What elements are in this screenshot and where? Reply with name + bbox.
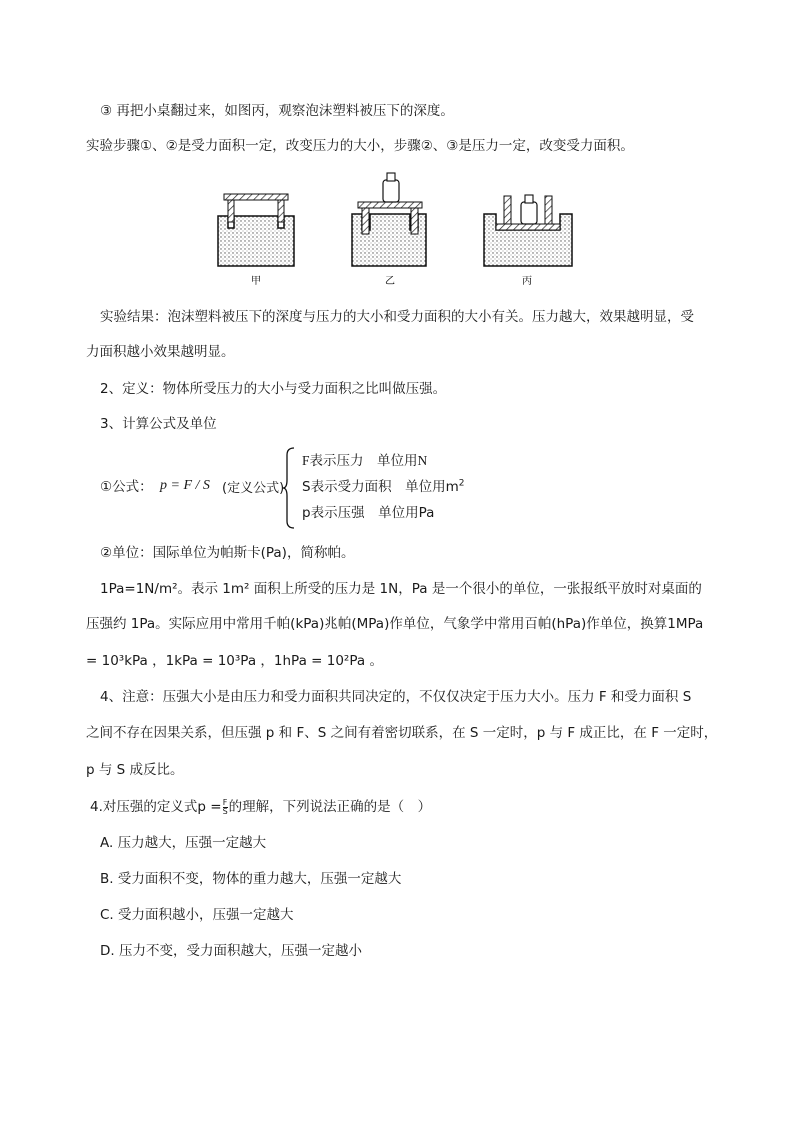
line-note-3: p 与 S 成反比。 bbox=[86, 762, 184, 778]
line-unit: ②单位：国际单位为帕斯卡(Pa)，简称帕。 bbox=[100, 545, 355, 561]
formula-prefix: ①公式： bbox=[100, 479, 153, 495]
question-fraction bbox=[223, 799, 228, 816]
line-steps-summary: 实验步骤①、②是受力面积一定，改变压力的大小，步骤②、③是压力一定，改变受力面积。 bbox=[86, 138, 634, 154]
definition-s: S表示受力面积 单位用m bbox=[302, 479, 459, 495]
option-d: D. 压力不变，受力面积越大，压强一定越小 bbox=[100, 943, 362, 959]
option-b: B. 受力面积不变，物体的重力越大，压强一定越大 bbox=[100, 871, 402, 887]
figure-bing bbox=[484, 195, 572, 266]
fraction-denominator: S bbox=[222, 806, 228, 816]
formula-definitions bbox=[292, 449, 522, 527]
line-pa-2: 压强约 1Pa。实际应用中常用千帕(kPa)兆帕(MPa)作单位，气象学中常用百帕(hPa)作单位，换算1MPa bbox=[86, 616, 704, 632]
line-result-2: 力面积越小效果越明显。 bbox=[86, 344, 235, 360]
option-a: A. 压力越大，压强一定越大 bbox=[100, 835, 267, 851]
definition-f: F表示压力 单位用N bbox=[302, 453, 428, 468]
question-text-a: 4.对压强的定义式p = bbox=[90, 799, 222, 815]
option-c: C. 受力面积越小，压强一定越大 bbox=[100, 907, 294, 923]
line-note-2: 之间不存在因果关系，但压强 p 和 F、S 之间有着密切联系，在 S 一定时，p 与 F 成正比，在 F 一定时， bbox=[86, 725, 718, 741]
line-formula-heading: 3、计算公式及单位 bbox=[100, 416, 217, 432]
figure-jia bbox=[218, 194, 294, 266]
fraction-numerator: F bbox=[222, 797, 228, 807]
experiment-figure bbox=[200, 168, 580, 296]
line-definition: 2、定义：物体所受压力的大小与受力面积之比叫做压强。 bbox=[100, 381, 447, 397]
formula-note: (定义公式) bbox=[222, 481, 285, 496]
line-step3: ③ 再把小桌翻过来，如图丙，观察泡沫塑料被压下的深度。 bbox=[100, 103, 454, 119]
figure-label-bing: 丙 bbox=[522, 276, 532, 287]
formula-expression: p = F / S bbox=[160, 478, 210, 493]
line-pa-1: 1Pa=1N/m²。表示 1m² 面积上所受的压力是 1N，Pa 是一个很小的单位，一张报纸平放时对桌面的 bbox=[100, 581, 702, 597]
definition-s-sup: 2 bbox=[458, 478, 465, 489]
line-note-1: 4、注意：压强大小是由压力和受力面积共同决定的，不仅仅决定于压力大小。压力 F 和受力面积 S bbox=[100, 689, 692, 705]
line-result-1: 实验结果：泡沫塑料被压下的深度与压力的大小和受力面积的大小有关。压力越大，效果越明显，受 bbox=[100, 309, 694, 325]
question-text-b: 的理解，下列说法正确的是（ ） bbox=[228, 799, 432, 815]
line-pa-3: = 10³kPa ，1kPa = 10³Pa ，1hPa = 10²Pa 。 bbox=[86, 653, 383, 669]
definition-s-row bbox=[302, 475, 464, 495]
question-line bbox=[90, 797, 431, 817]
figure-yi bbox=[352, 173, 426, 266]
figure-label-yi: 乙 bbox=[385, 276, 395, 287]
definition-p: p表示压强 单位用Pa bbox=[302, 505, 435, 521]
figure-label-jia: 甲 bbox=[251, 276, 261, 287]
